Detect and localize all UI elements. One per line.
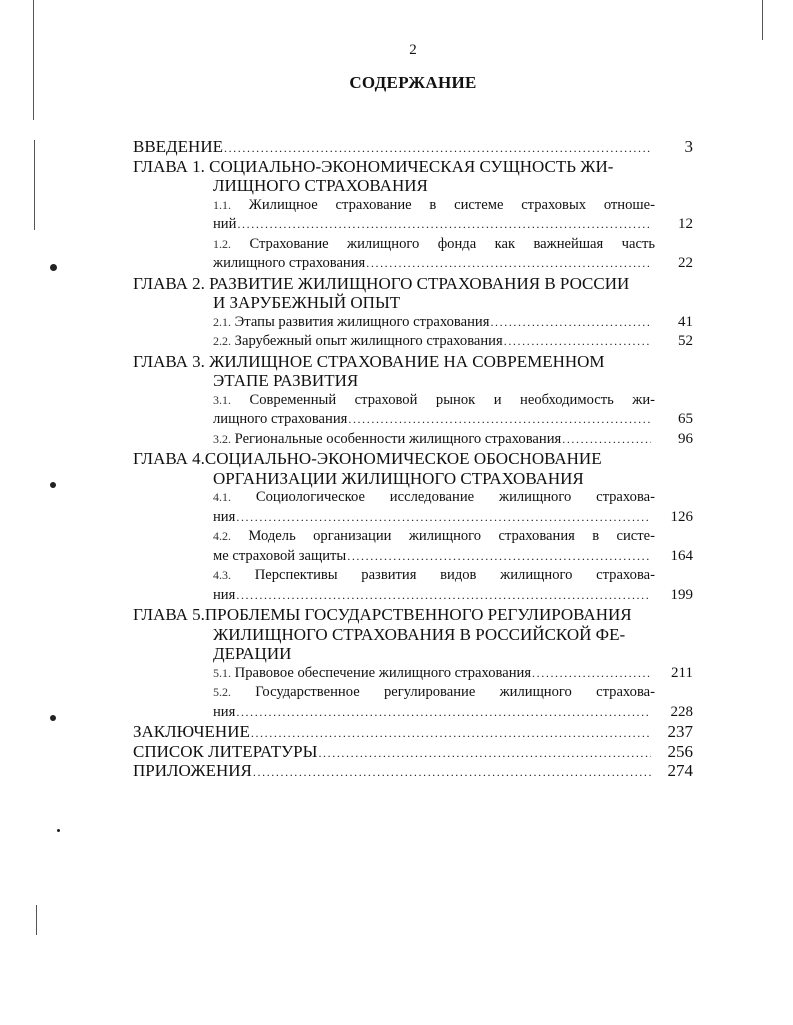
toc-entry-text: Жилищное страхование в системе страховых отноше- bbox=[248, 196, 655, 213]
toc-entry-text-wrap bbox=[213, 391, 655, 411]
page-reference: 126 bbox=[670, 508, 693, 525]
toc-line bbox=[133, 410, 693, 430]
toc-entry-text-wrap bbox=[213, 644, 693, 664]
toc-leader-row bbox=[213, 313, 655, 333]
toc-section bbox=[133, 488, 693, 527]
toc-leader-row bbox=[213, 703, 655, 723]
speck bbox=[57, 829, 60, 832]
toc-chapter bbox=[133, 157, 693, 196]
toc-line bbox=[133, 215, 693, 235]
section-number: 3.2. bbox=[213, 431, 231, 446]
toc-entry-text: ДЕРАЦИИ bbox=[213, 644, 292, 663]
page-reference: 256 bbox=[667, 741, 693, 761]
dot-leader bbox=[236, 508, 651, 528]
toc-entry-text: Региональные особенности жилищного страхования bbox=[234, 430, 562, 447]
punch-hole-mark bbox=[50, 264, 57, 271]
toc-line bbox=[133, 430, 693, 450]
toc-entry-text: ГЛАВА 2. РАЗВИТИЕ ЖИЛИЩНОГО СТРАХОВАНИЯ В РОССИИ bbox=[133, 273, 630, 293]
toc-entry-text: жилищного страхования bbox=[213, 255, 366, 271]
page-reference: 41 bbox=[678, 313, 693, 330]
toc-line bbox=[133, 644, 693, 664]
toc-entry-text: лищного страхования bbox=[213, 411, 348, 427]
dot-leader bbox=[237, 215, 651, 235]
dot-leader bbox=[504, 332, 651, 352]
toc-entry bbox=[133, 722, 693, 742]
dot-leader bbox=[366, 254, 651, 274]
punch-hole-mark bbox=[50, 482, 56, 488]
toc-line bbox=[133, 332, 693, 352]
toc-entry-text: Перспективы развития видов жилищного страхова- bbox=[254, 567, 655, 583]
toc-line bbox=[133, 605, 693, 625]
toc-entry-text-wrap bbox=[133, 157, 693, 177]
page-reference: 52 bbox=[678, 333, 693, 349]
section-number: 4.3. bbox=[213, 568, 231, 582]
toc-line bbox=[133, 469, 693, 489]
page-reference: 228 bbox=[670, 703, 693, 720]
toc-entry-text: ГЛАВА 4.СОЦИАЛЬНО-ЭКОНОМИЧЕСКОЕ ОБОСНОВАНИЕ bbox=[133, 449, 602, 468]
toc-line bbox=[133, 547, 693, 567]
toc-entry-text: Этапы развития жилищного страхования bbox=[234, 313, 490, 330]
toc-chapter bbox=[133, 605, 693, 664]
page-reference: 237 bbox=[667, 722, 693, 741]
toc-line bbox=[133, 683, 693, 703]
toc-line bbox=[133, 527, 693, 547]
toc-entry-text-wrap bbox=[133, 274, 693, 294]
page-number: 2 bbox=[409, 42, 417, 58]
toc-entry-text-wrap bbox=[213, 488, 655, 508]
toc-line bbox=[133, 742, 693, 762]
toc-entry bbox=[133, 761, 693, 781]
page-reference: 65 bbox=[678, 411, 693, 427]
dot-leader bbox=[562, 430, 651, 450]
toc-entry-text-wrap bbox=[213, 527, 655, 547]
toc-line bbox=[133, 157, 693, 177]
toc-entry-text: ния bbox=[213, 586, 236, 603]
toc-section bbox=[133, 196, 693, 235]
section-number: 3.1. bbox=[213, 392, 231, 407]
toc-entry-text: ГЛАВА 5.ПРОБЛЕМЫ ГОСУДАРСТВЕННОГО РЕГУЛИРОВАНИЯ bbox=[133, 605, 632, 624]
page-reference: 274 bbox=[667, 761, 693, 780]
toc-line bbox=[133, 625, 693, 645]
toc-line bbox=[133, 254, 693, 274]
toc-chapter bbox=[133, 352, 693, 391]
toc-leader-row bbox=[213, 430, 655, 450]
toc-line bbox=[133, 488, 693, 508]
page-title: СОДЕРЖАНИЕ bbox=[349, 73, 477, 92]
page-reference: 199 bbox=[670, 586, 693, 603]
section-number: 2.2. bbox=[213, 334, 231, 348]
toc-entry-text: СПИСОК ЛИТЕРАТУРЫ bbox=[133, 741, 318, 761]
toc-section bbox=[133, 527, 693, 566]
toc-entry-text-wrap bbox=[213, 176, 693, 196]
section-number: 5.1. bbox=[213, 665, 231, 680]
toc-section bbox=[133, 332, 693, 352]
toc-entry-text: ния bbox=[213, 703, 236, 720]
page-reference: 96 bbox=[678, 430, 693, 447]
toc-entry-text: Модель организации жилищного страхования в систе- bbox=[248, 528, 655, 544]
toc-leader-row bbox=[213, 332, 655, 352]
toc-line bbox=[133, 508, 693, 528]
toc-leader-row bbox=[213, 664, 655, 684]
toc-line bbox=[133, 391, 693, 411]
toc-line bbox=[133, 274, 693, 294]
toc-entry-text: ЛИЩНОГО СТРАХОВАНИЯ bbox=[213, 176, 428, 195]
toc-section bbox=[133, 683, 693, 722]
toc-leader-row bbox=[133, 742, 655, 764]
toc-entry-text-wrap bbox=[213, 332, 503, 352]
dot-leader bbox=[490, 313, 651, 333]
dot-leader bbox=[236, 703, 651, 723]
toc-section bbox=[133, 664, 693, 684]
toc-entry-text: ОРГАНИЗАЦИИ ЖИЛИЩНОГО СТРАХОВАНИЯ bbox=[213, 468, 584, 488]
toc-entry-text: И ЗАРУБЕЖНЫЙ ОПЫТ bbox=[213, 293, 401, 312]
toc-line bbox=[133, 176, 693, 196]
toc-entry-text: ГЛАВА 3. ЖИЛИЩНОЕ СТРАХОВАНИЕ НА СОВРЕМЕННОМ bbox=[133, 351, 605, 371]
toc-entry-text: Правовое обеспечение жилищного страхования bbox=[234, 664, 532, 681]
toc-line bbox=[133, 761, 693, 781]
dot-leader bbox=[347, 547, 651, 567]
toc-entry-text: ний bbox=[213, 216, 237, 232]
section-number: 5.2. bbox=[213, 685, 231, 699]
toc-line bbox=[133, 137, 693, 157]
toc-entry-text-wrap bbox=[213, 196, 655, 216]
toc-entry-text-wrap bbox=[213, 664, 531, 684]
toc-line bbox=[133, 293, 693, 313]
toc-entry-text: ВВЕДЕНИЕ bbox=[133, 137, 223, 156]
toc-line bbox=[133, 235, 693, 255]
toc-section bbox=[133, 430, 693, 450]
page-reference: 211 bbox=[671, 664, 693, 681]
toc-section bbox=[133, 313, 693, 333]
toc-entry-text-wrap bbox=[213, 566, 655, 586]
toc-entry bbox=[133, 137, 693, 157]
toc-entry-text: Социологическое исследование жилищного страхова- bbox=[255, 489, 655, 505]
section-number: 4.1. bbox=[213, 490, 231, 504]
toc-entry-text-wrap bbox=[213, 430, 561, 450]
toc-entry-text-wrap bbox=[213, 313, 489, 333]
section-number: 4.2. bbox=[213, 529, 231, 543]
dot-leader bbox=[532, 664, 651, 684]
toc-line bbox=[133, 352, 693, 372]
section-number: 1.2. bbox=[213, 236, 231, 251]
scan-border-left bbox=[36, 905, 37, 935]
scan-border-left bbox=[34, 140, 35, 230]
page-reference: 12 bbox=[678, 216, 693, 232]
toc-leader-row bbox=[213, 410, 655, 430]
toc-entry-text: ГЛАВА 1. СОЦИАЛЬНО-ЭКОНОМИЧЕСКАЯ СУЩНОСТЬ ЖИ- bbox=[133, 156, 614, 176]
toc-chapter bbox=[133, 449, 693, 488]
section-number: 1.1. bbox=[213, 197, 231, 212]
toc-leader-row bbox=[213, 586, 655, 606]
toc-line bbox=[133, 722, 693, 742]
section-number: 2.1. bbox=[213, 314, 231, 329]
dot-leader bbox=[348, 410, 651, 430]
toc-line bbox=[133, 313, 693, 333]
scan-border-left bbox=[33, 0, 34, 120]
page-reference: 22 bbox=[678, 255, 693, 271]
toc-leader-row bbox=[213, 215, 655, 235]
toc-chapter bbox=[133, 274, 693, 313]
toc-entry-text: ЭТАПЕ РАЗВИТИЯ bbox=[213, 371, 359, 390]
toc-entry bbox=[133, 742, 693, 762]
toc-section bbox=[133, 235, 693, 274]
toc-entry-text: ЖИЛИЩНОГО СТРАХОВАНИЯ В РОССИЙСКОЙ ФЕ- bbox=[213, 624, 626, 644]
toc-entry-text-wrap bbox=[133, 352, 693, 372]
toc-leader-row bbox=[133, 722, 655, 744]
toc-line bbox=[133, 664, 693, 684]
toc-entry-text: Государственное регулирование жилищного страхова- bbox=[255, 684, 655, 700]
toc-entry-text: ния bbox=[213, 508, 236, 525]
scan-border-right bbox=[762, 0, 763, 40]
toc-leader-row bbox=[213, 508, 655, 528]
toc-leader-row bbox=[133, 137, 655, 159]
toc-entry-text-wrap bbox=[133, 449, 693, 469]
toc-line bbox=[133, 196, 693, 216]
toc-line bbox=[133, 449, 693, 469]
toc-entry-text-wrap bbox=[213, 625, 693, 645]
toc-entry-text-wrap bbox=[213, 371, 693, 391]
table-of-contents bbox=[133, 137, 693, 781]
toc-leader-row bbox=[213, 547, 655, 567]
toc-entry-text-wrap bbox=[213, 293, 693, 313]
toc-entry-text-wrap bbox=[213, 683, 655, 703]
toc-entry-text-wrap bbox=[213, 235, 655, 255]
toc-entry-text-wrap bbox=[133, 605, 693, 625]
page-reference: 3 bbox=[684, 137, 693, 156]
toc-section bbox=[133, 391, 693, 430]
toc-entry-text: ПРИЛОЖЕНИЯ bbox=[133, 761, 252, 780]
dot-leader bbox=[236, 586, 651, 606]
toc-line bbox=[133, 371, 693, 391]
toc-entry-text: Страхование жилищного фонда как важнейшая часть bbox=[249, 235, 656, 252]
page-reference: 164 bbox=[670, 547, 693, 564]
toc-entry-text: Современный страховой рынок и необходимость жи- bbox=[249, 391, 656, 408]
toc-line bbox=[133, 703, 693, 723]
toc-section bbox=[133, 566, 693, 605]
toc-line bbox=[133, 566, 693, 586]
toc-entry-text: ЗАКЛЮЧЕНИЕ bbox=[133, 722, 250, 741]
toc-entry-text-wrap bbox=[213, 469, 693, 489]
toc-entry-text: ме страховой защиты bbox=[213, 547, 347, 564]
toc-leader-row bbox=[213, 254, 655, 274]
dot-leader bbox=[253, 763, 651, 783]
punch-hole-mark bbox=[50, 715, 56, 721]
toc-line bbox=[133, 586, 693, 606]
toc-entry-text: Зарубежный опыт жилищного страхования bbox=[234, 333, 503, 349]
toc-leader-row bbox=[133, 761, 655, 783]
